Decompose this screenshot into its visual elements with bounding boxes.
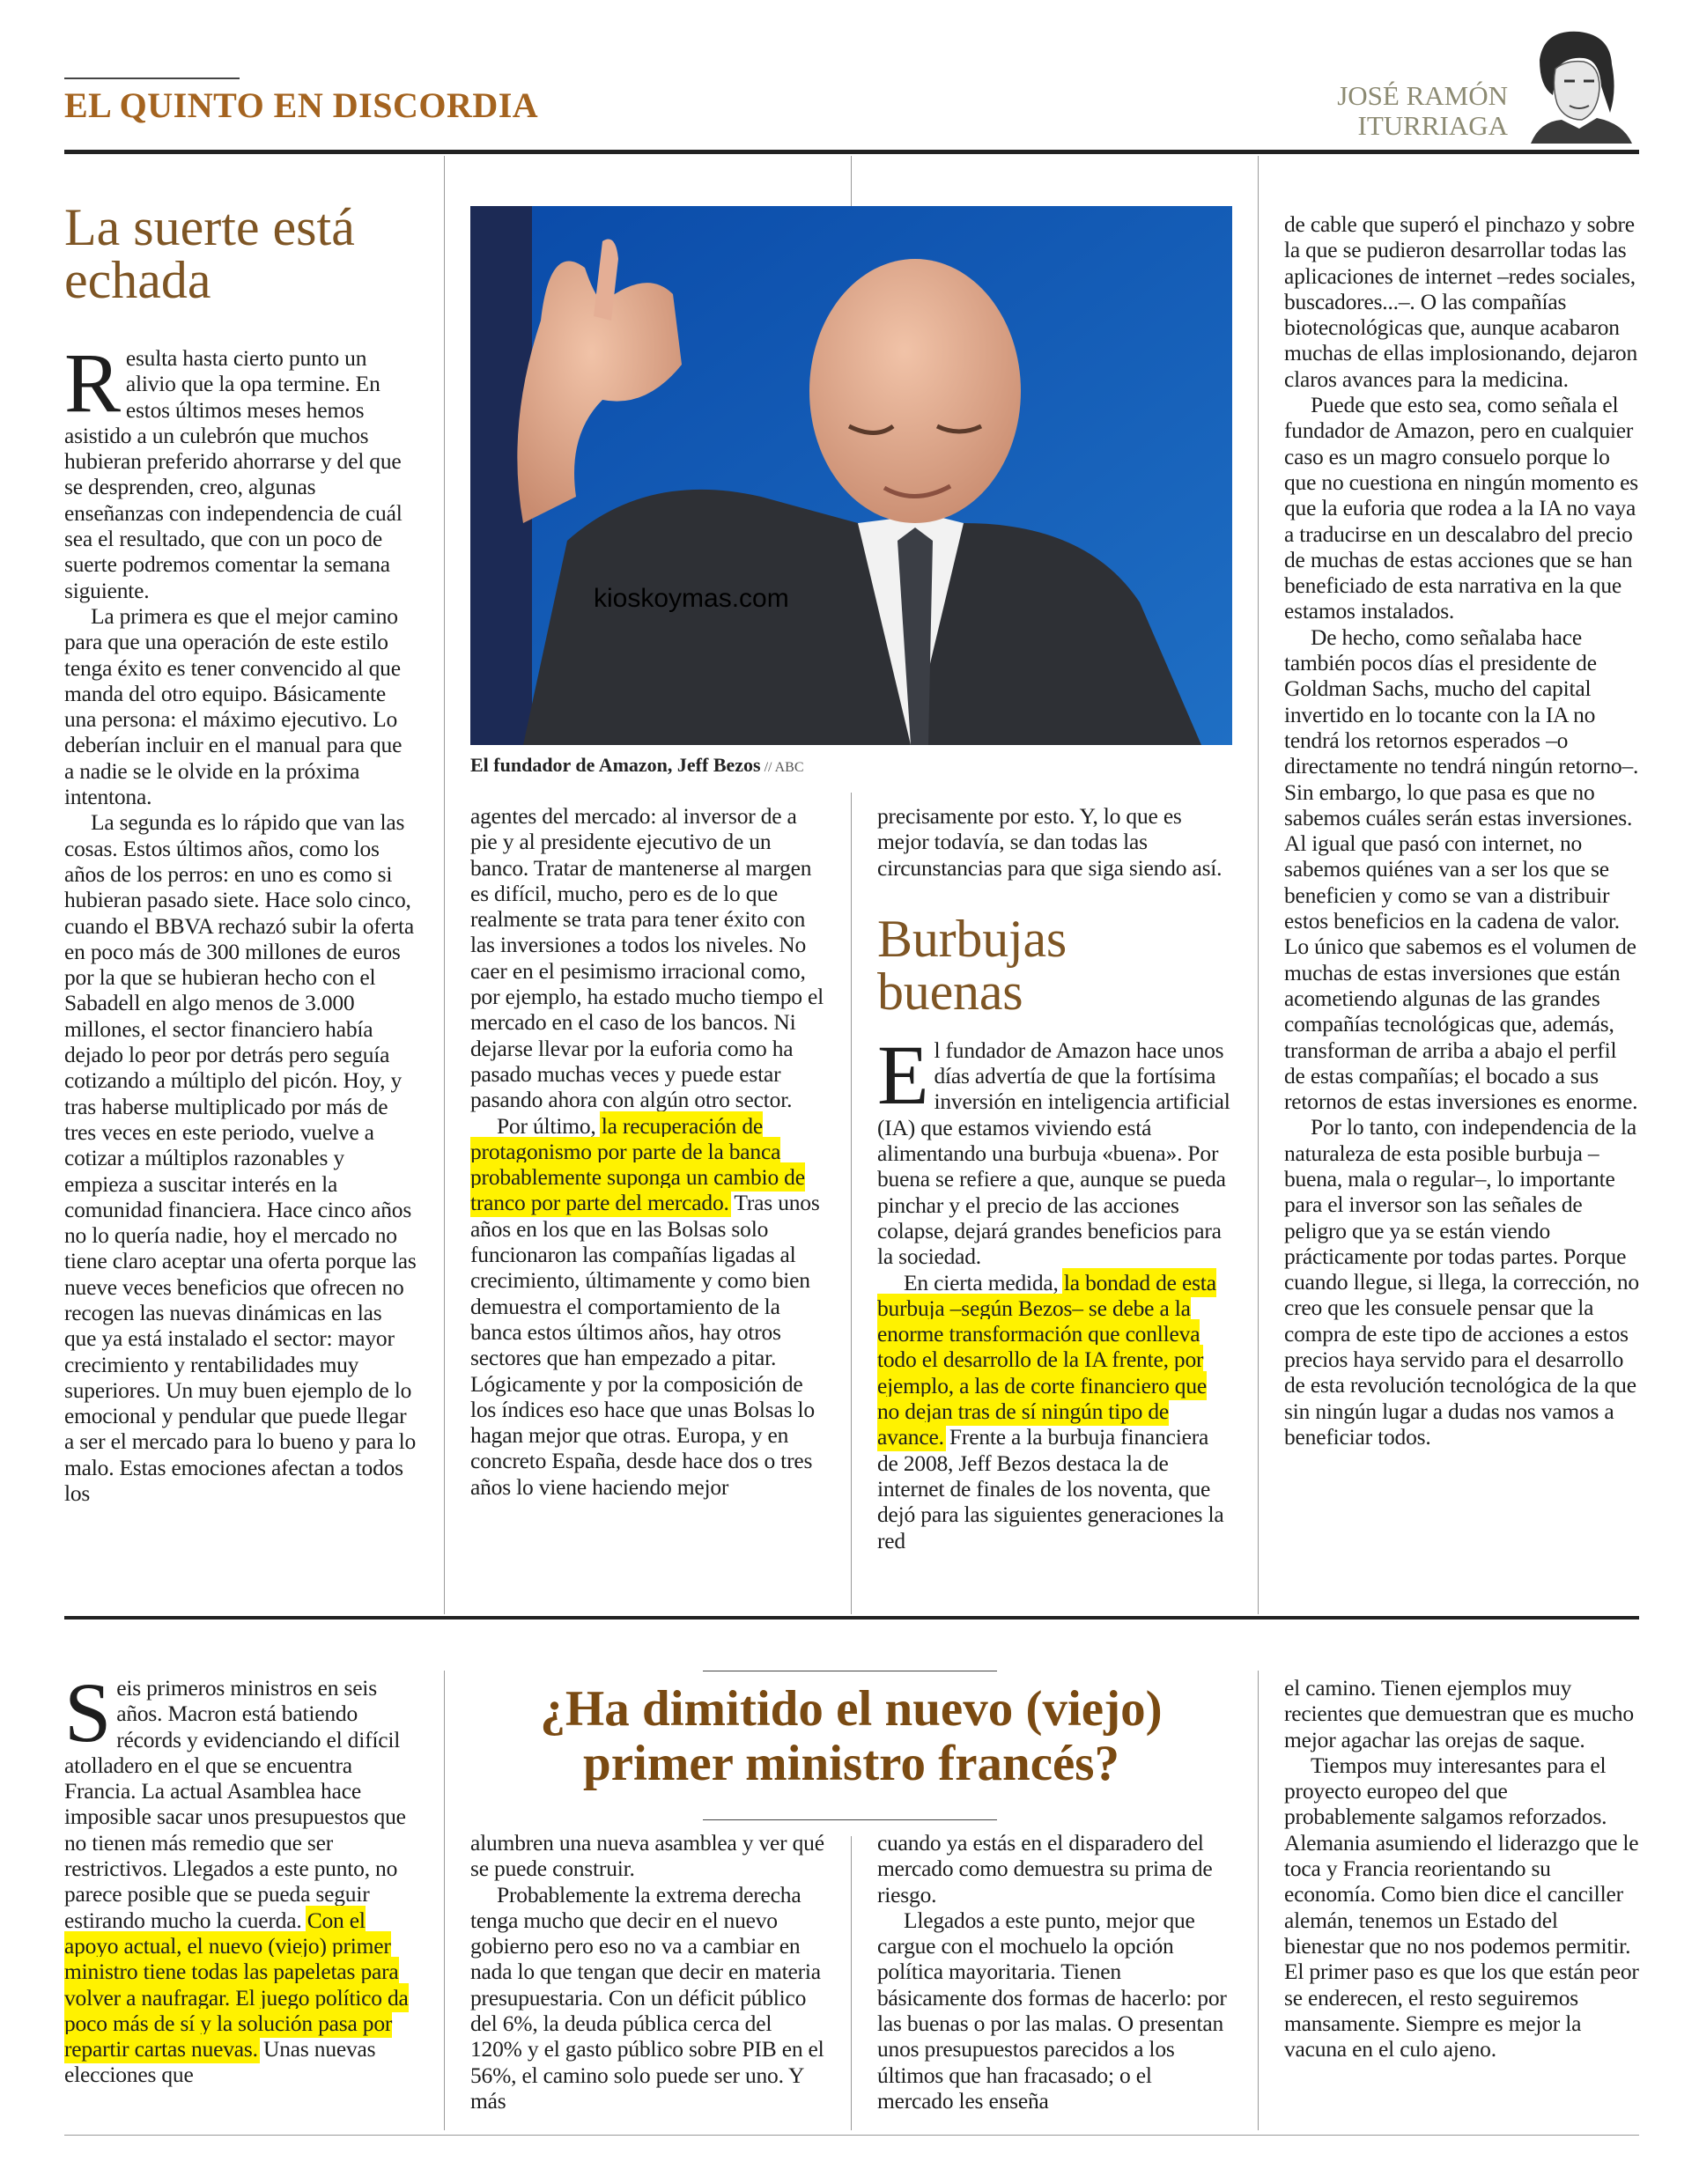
column-divider	[851, 1836, 852, 2130]
paragraph: Por lo tanto, con independencia de la naturaleza de esta posible burbuja –buena, mala o regular–, lo importante para el inversor son las señales de peligro que ya se están viendo prácticamente por todas partes. Porque cuando llegue, si llega, la corrección, no creo que les consuele pensar que la compra de este tipo de acciones a estos precios haya servido para el desarrollo de esta revolución tecnológica de la que sin ningún lugar a dudas nos vamos a beneficiar todos.	[1284, 1114, 1639, 1450]
article1-column-2	[470, 803, 824, 1500]
paragraph	[64, 336, 417, 603]
photo-caption	[470, 754, 804, 777]
paragraph: alumbren una nueva asamblea y ver qué se puede construir.	[470, 1830, 824, 1882]
jeff-bezos-photo	[470, 206, 1232, 745]
paragraph	[877, 1270, 1231, 1553]
page-bottom-rule	[64, 2135, 1639, 2136]
section-title: EL QUINTO EN DISCORDIA	[64, 85, 539, 125]
photo-credit: // ABC	[760, 760, 804, 775]
header-short-rule	[64, 77, 240, 79]
caption-text: El fundador de Amazon, Jeff Bezos	[470, 754, 761, 776]
article-photo	[470, 206, 1232, 745]
article2-column-2	[470, 1830, 824, 2114]
author-first-name: JOSÉ RAMÓN	[1337, 80, 1508, 111]
paragraph: el camino. Tienen ejemplos muy recientes que demuestran que es mucho mejor agachar las orejas de saque.	[1284, 1675, 1634, 1752]
paragraph: Tiempos muy interesantes para el proyecto europeo del que probablemente salgamos reforzados. Alemania asumiendo el liderazgo que le toca y Francia reorientando su economía. Como bien dice el canciller alemán, tenemos un Estado del bienestar que no nos podemos permitir. El primer paso es que los que están peor se enderecen, el resto seguiremos mansamente. Siempre es mejor la vacuna en el culo ajeno.	[1284, 1752, 1639, 2062]
paragraph	[470, 1113, 824, 1500]
article1-column-4	[1284, 211, 1640, 1450]
paragraph: La segunda es lo rápido que van las cosas. Estos últimos años, como los años de los perros: en uno es como si hubieran pasado siete. Hace solo cinco, cuando el BBVA rechazó subir la oferta en poco más de 300 millones de euros por la que se hubieran hecho con el Sabadell en algo menos de 3.000 millones, el sector financiero había dejado lo peor por detrás pero seguía cotizando a múltiplo del picón. Hoy, y tras haberse multiplicado por más de tres veces en este periodo, vuelve a cotizar a múltiplos razonables y empieza a suscitar interés en la comunidad financiera. Hace cinco años no lo quería nadie, hoy el mercado no tiene claro aceptar una oferta porque las nueve veces beneficios que ofrecen no recogen las nuevas dinámicas en las que ya está instalado el sector: mayor crecimiento y rentabilidades muy superiores. Un muy buen ejemplo de lo emocional y pendular que puede llegar a ser el mercado para lo bueno y para lo malo. Estas emociones afectan a todos los	[64, 809, 417, 1507]
column-divider	[444, 156, 445, 1614]
watermark: kioskoymas.com	[594, 584, 789, 613]
paragraph-text: Unas nuevas elecciones que	[64, 2036, 376, 2088]
subheadline: Burbujas buenas	[877, 909, 1067, 1021]
drop-cap: E	[877, 1027, 929, 1122]
drop-cap: S	[64, 1665, 112, 1760]
article2-column-4	[1284, 1675, 1640, 2062]
paragraph	[877, 1027, 1231, 1270]
paragraph-text: esulta hasta cierto punto un alivio que la opa termine. En estos últimos meses hemos asistido a un culebrón que muchos hubieran preferido ahorrarse y del que se desprenden, creo, algunas enseñanzas con independencia de cuál sea el resultado, que con un poco de suerte podremos comentar la semana siguiente.	[64, 345, 403, 603]
paragraph: Llegados a este punto, mejor que cargue con el mochuelo la opción política mayoritaria. Tienen básicamente dos formas de hacerlo: por las buenas o por las malas. O presentan unos presupuestos parecidos a los últimos que han fracasado; o el mercado les enseña	[877, 1907, 1227, 2114]
header-rule	[64, 150, 1639, 154]
paragraph: Probablemente la extrema derecha tenga mucho que decir en el nuevo gobierno pero eso no va a cambiar en nada lo que tengan que decir en materia presupuestaria. Con un déficit público del 6%, la deuda pública cerca del 120% y el gasto público sobre PIB en el 56%, el camino solo puede ser uno. Y más	[470, 1881, 824, 2114]
paragraph-text: En cierta medida,	[904, 1269, 1064, 1295]
article2-column-1	[64, 1665, 420, 2088]
paragraph	[64, 1665, 420, 2088]
paragraph: cuando ya estás en el disparadero del mercado como demuestra su prima de riesgo.	[877, 1830, 1213, 1907]
author-byline	[1312, 81, 1508, 141]
paragraph-text: eis primeros ministros en seis años. Macron está batiendo récords y evidenciando el difícil atolladero en el que se encuentra Francia. La actual Asamblea hace imposible sacar unos presupuestos que no tienen más remedio que ser restrictivos. Llegados a este punto, no parece posible que se pueda seguir estirando mucho la cuerda.	[64, 1675, 406, 1933]
column-divider	[851, 793, 852, 1614]
highlighted-text: la recuperación de protagonismo por parte de la banca probablemente suponga un cambio de tranco por parte del mercado.	[470, 1112, 805, 1216]
column-divider	[851, 156, 852, 206]
paragraph-text: Frente a la burbuja financiera de 2008, Jeff Bezos destaca la de internet de finales de los noventa, que dejó para las siguientes generaciones la red	[877, 1424, 1224, 1553]
article1-column-3	[877, 803, 1231, 1553]
article-headline: La suerte está echada	[64, 198, 355, 309]
highlighted-text: Con el apoyo actual, el nuevo (viejo) primer ministro tiene todas las papeletas para volver a naufragar. El juego político da poco más de sí y la solución pasa por repartir cartas nuevas.	[64, 1907, 409, 2062]
paragraph: De hecho, como señalaba hace también pocos días el presidente de Goldman Sachs, mucho del capital invertido en lo tocante con la IA no tendrá los retornos esperados –o directamente no tendrá ningún retorno–. Sin embargo, lo que pasa es que no sabemos cuáles serán estas inversiones. Al igual que pasó con internet, no sabemos quiénes van a ser los que se beneficien y como se van a distribuir estos beneficios en la cadena de valor. Lo único que sabemos es el volumen de muchas de estas inversiones que están acometiendo algunas de las grandes compañías tecnológicas que, además, transforman de arriba a abajo el perfil de estas compañías; el bocado a sus retornos de estas inversiones es enorme.	[1284, 623, 1639, 1115]
column-divider	[1258, 156, 1259, 1614]
paragraph: de cable que superó el pinchazo y sobre la que se pudieron desarrollar todas las aplicaciones de internet –redes sociales, buscadores...–. O las compañías biotecnológicas que, aunque acabaron muchas de ellas implosionando, dejaron claros avances para la medicina.	[1284, 211, 1638, 392]
paragraph: agentes del mercado: al inversor de a pie y al presidente ejecutivo de un banco. Tratar de mantenerse al margen es difícil, mucho, pero es de lo que realmente se trata para tener éxito con las inversiones a todos los niveles. No caer en el pesimismo irracional como, por ejemplo, ha estado mucho tiempo el mercado en el caso de los bancos. Ni dejarse llevar por la euforia como ha pasado muchas veces y puede estar pasando ahora con algún otro sector.	[470, 803, 824, 1113]
drop-cap: R	[64, 336, 121, 430]
section-rule	[64, 1616, 1639, 1620]
article-headline-container	[64, 198, 417, 309]
article2-column-3	[877, 1830, 1231, 2114]
author-portrait-illustration	[1513, 25, 1636, 144]
column-divider	[444, 1671, 445, 2130]
paragraph: Puede que esto sea, como señala el fundador de Amazon, pero en cualquier caso es un magro consuelo porque lo que no cuestiona en ningún momento es que la euforia que rodea a la IA no vaya a traducirse en un descalabro del precio de muchas de estas acciones que se han beneficiado de esta narrativa en la que estamos instalados.	[1284, 392, 1638, 624]
paragraph: La primera es que el mejor camino para que una operación de este estilo tenga éxito es tener convencido al que manda del otro equipo. Básicamente una persona: el máximo ejecutivo. Lo deberían incluir en el manual para que a nadie se le olvide en la próxima intentona.	[64, 602, 403, 810]
headline-rule-bottom	[703, 1819, 997, 1820]
article1-column-1	[64, 336, 417, 1507]
author-last-name: ITURRIAGA	[1357, 110, 1508, 141]
paragraph-text: Tras unos años en los que en las Bolsas solo funcionaron las compañías ligadas al crecimiento, últimamente y como bien demuestra el comportamiento de la banca estos últimos años, hay otros sectores que han empezado a pitar. Lógicamente y por la composición de los índices eso hace que unas Bolsas lo hagan mejor que otras. Europa, y en concreto España, desde hace dos o tres años lo viene haciendo mejor	[470, 1190, 820, 1500]
highlighted-text: la bondad de esta burbuja –según Bezos– se debe a la enorme transformación que conlleva todo el desarrollo de la IA frente, por ejemplo, a las de corte financiero que no dejan tras de sí ningún tipo de avance.	[877, 1269, 1216, 1450]
article2-headline: ¿Ha dimitido el nuevo (viejo) primer ministro francés?	[540, 1681, 1163, 1791]
paragraph: precisamente por esto. Y, lo que es mejor todavía, se dan todas las circunstancias para que siga siendo así.	[877, 803, 1223, 881]
paragraph-text: Por último,	[497, 1112, 602, 1139]
paragraph-text: l fundador de Amazon hace unos días advertía de que la fortísima inversión en inteligencia artificial (IA) que estamos viviendo está alimentando una burbuja «buena». Por buena se refiere a que, aunque se pueda pinchar y el precio de las acciones colapse, dejará grandes beneficios para la sociedad.	[877, 1037, 1230, 1270]
column-divider	[1258, 1671, 1259, 2130]
